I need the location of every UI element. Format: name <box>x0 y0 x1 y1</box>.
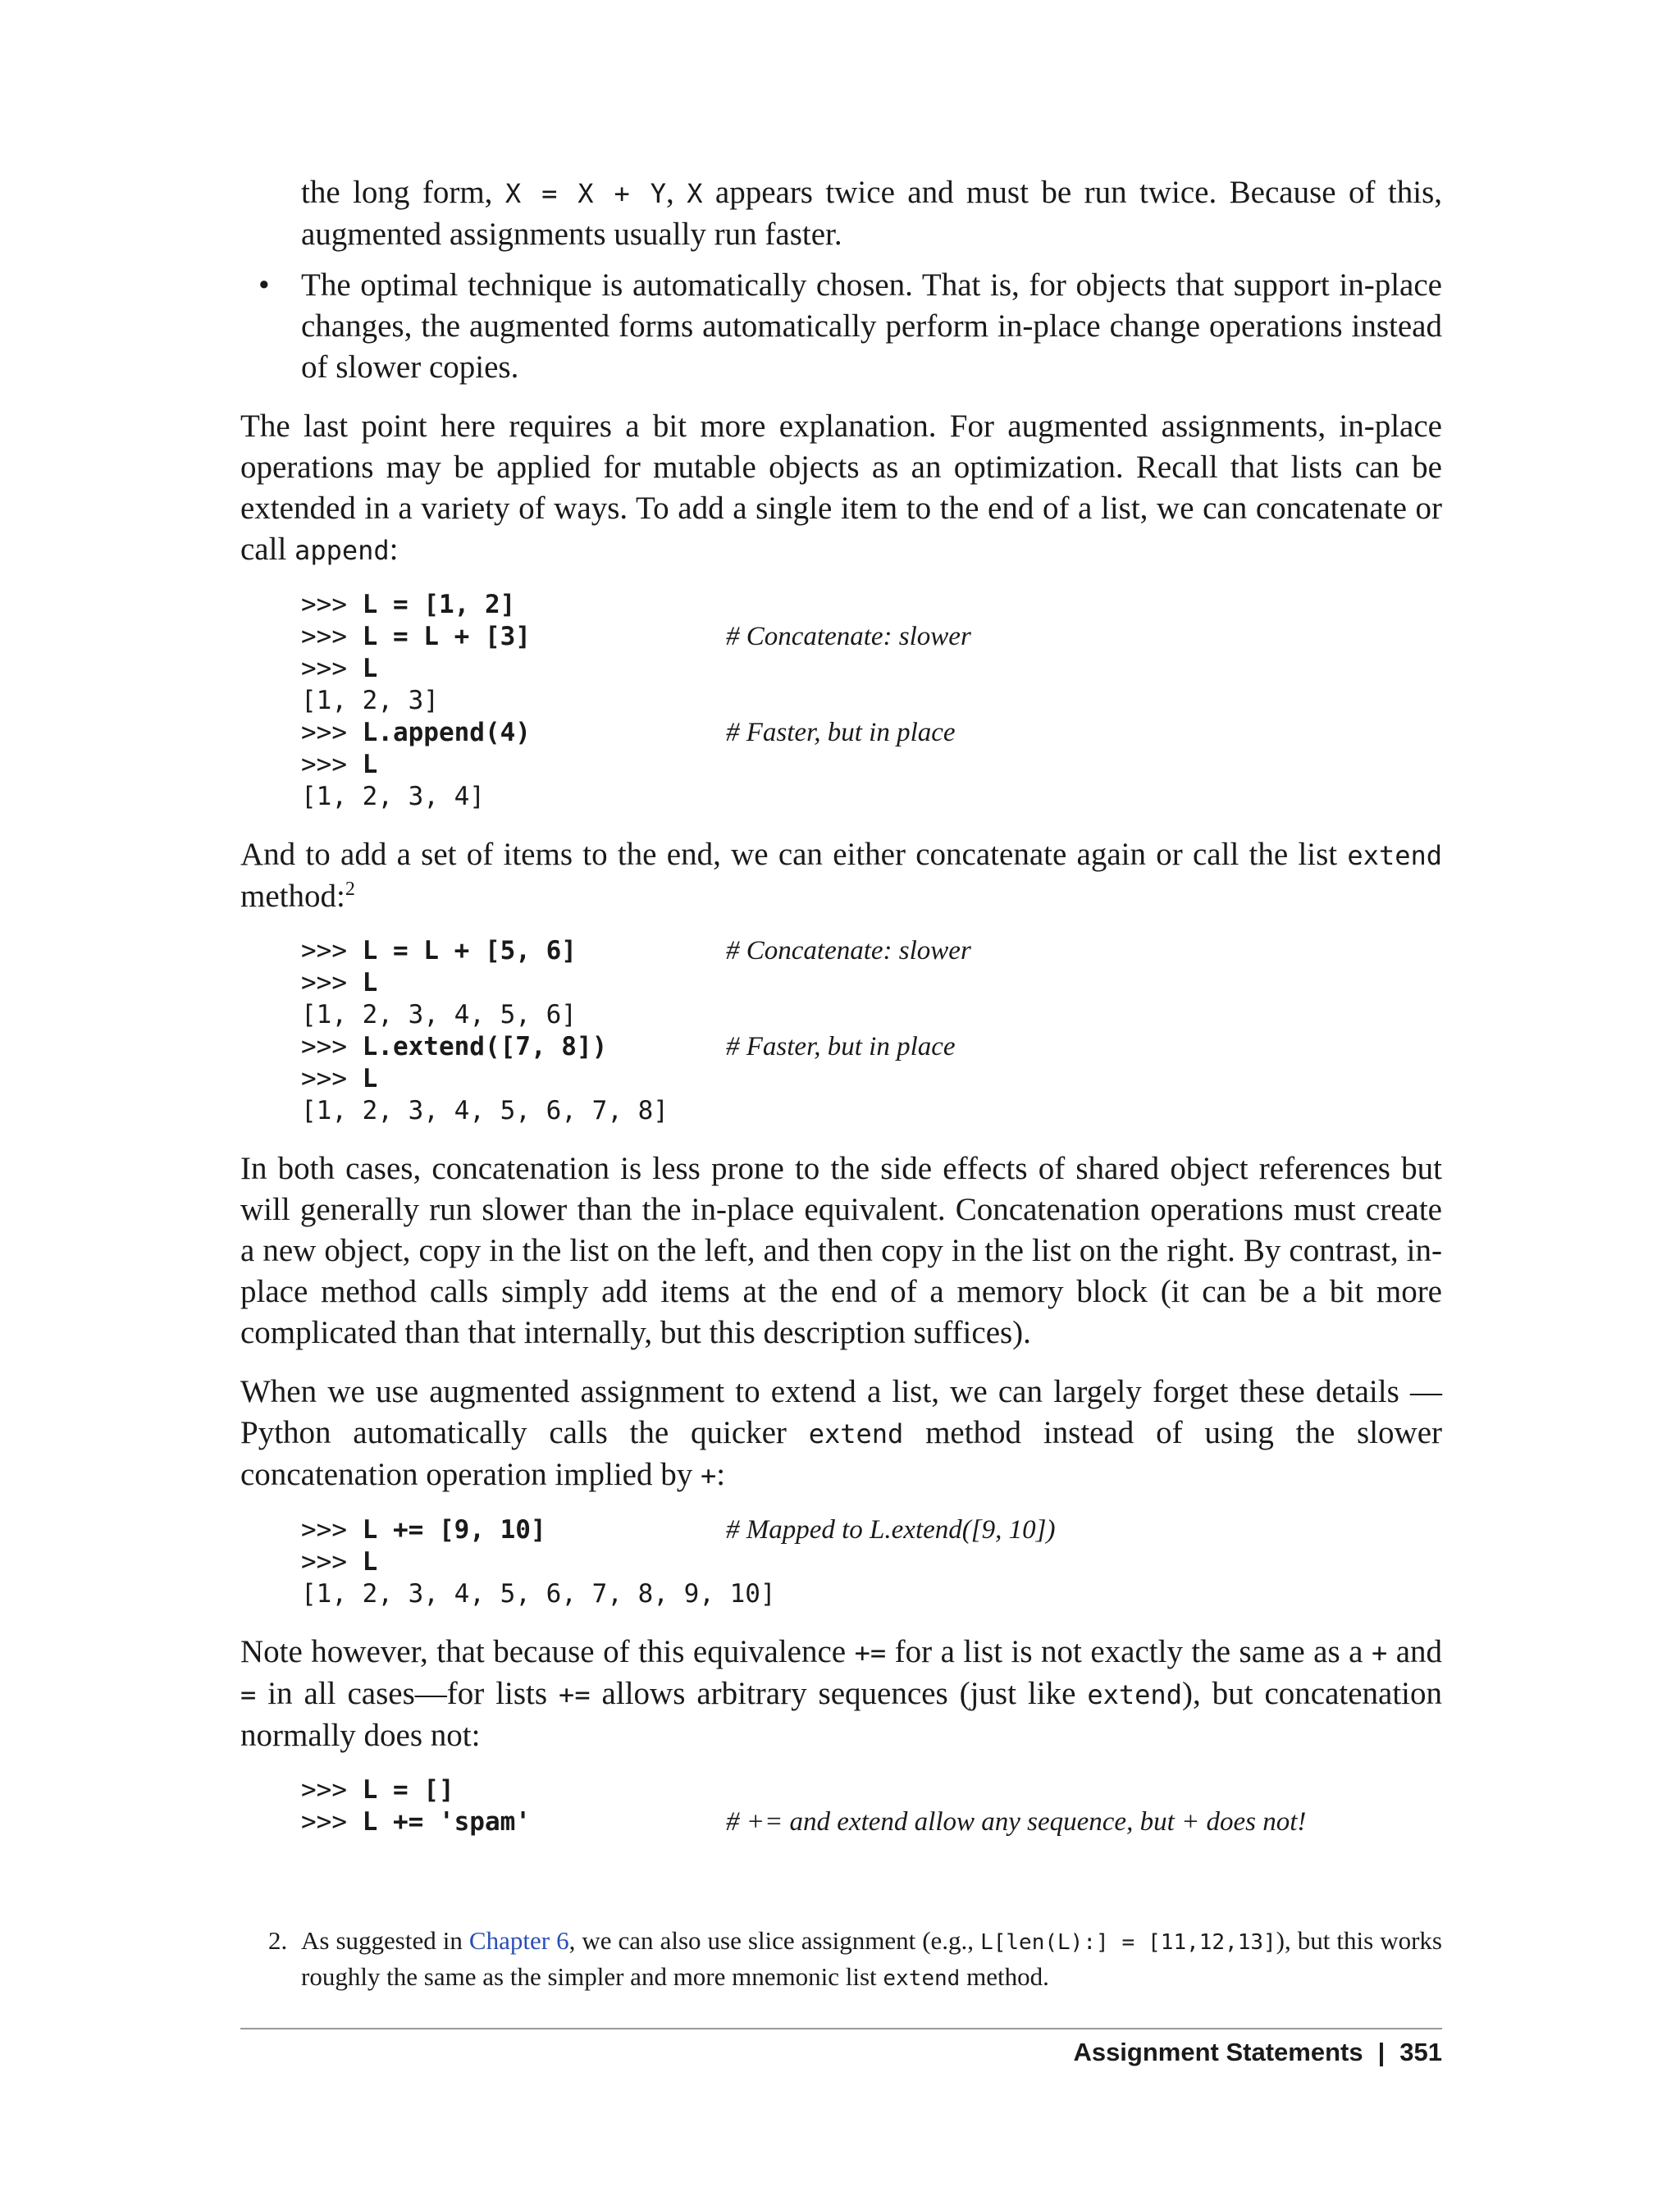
bullet-text: The optimal technique is automatically chosen. That is, for objects that support in-place changes, the augmented forms automatically perform in-place change operations instead of slower copies. <box>301 267 1442 385</box>
code-input-line <box>301 717 1442 749</box>
code-comment: # += and extend allow any sequence, but + does not! <box>726 1807 1307 1837</box>
prompt: >>> <box>301 1064 363 1093</box>
text: : <box>716 1457 726 1492</box>
inline-code: extend <box>883 1966 961 1991</box>
code-output: [1, 2, 3, 4, 5, 6] <box>301 1000 577 1029</box>
code-command: L += [9, 10] <box>362 1515 546 1545</box>
text: In both cases, concatenation is less prone to the side effects of shared object references but will generally run slower than the in-place equivalent. Concatenation operations must create a new object, copy in the list on the left, and then copy in the list on the right. By contrast, in-place method calls simply add items at the end of a memory block (it can be a bit more complicated than that internally, but this description suffices). <box>240 1151 1442 1350</box>
code-command: L = L + [3] <box>362 622 531 651</box>
code-input-line <box>301 1806 1442 1838</box>
prompt: >>> <box>301 1547 363 1577</box>
code-input-line <box>301 621 1442 653</box>
code-command: L <box>362 968 378 998</box>
inline-code: + <box>701 1460 717 1491</box>
code-output-line <box>301 1095 1442 1127</box>
text: , we can also use slice assignment (e.g., <box>568 1926 975 1955</box>
text: : <box>389 532 399 567</box>
text: And to add a set of items to the end, we can either concatenate again or call the list <box>240 837 1338 872</box>
code-comment: # Concatenate: slower <box>726 622 971 651</box>
inline-code: += <box>559 1679 591 1710</box>
code-output-line <box>301 1578 1442 1610</box>
prompt: >>> <box>301 936 363 966</box>
text: ), but this works roughly the same as the simpler and more mnemonic list <box>301 1926 1442 1991</box>
footnote-number: 2. <box>268 1926 288 1955</box>
text: method: <box>240 879 345 914</box>
code-command: L = [1, 2] <box>362 590 516 619</box>
code-input-line <box>301 1546 1442 1578</box>
prompt: >>> <box>301 654 363 683</box>
text: method. <box>966 1962 1049 1991</box>
inline-code: append <box>294 535 390 566</box>
text: the long form, <box>301 175 493 210</box>
chapter-link[interactable]: Chapter 6 <box>468 1926 569 1955</box>
prompt: >>> <box>301 1515 363 1545</box>
text: ), but concatenation normally does not: <box>240 1676 1443 1753</box>
paragraph <box>240 1372 1442 1496</box>
code-input-line <box>301 1774 1442 1806</box>
bullet-item <box>240 265 1442 388</box>
code-output-line <box>301 781 1442 813</box>
text: Note however, that because of this equivalence <box>240 1634 847 1669</box>
code-command: L <box>362 1064 378 1093</box>
bullet-icon: • <box>258 267 270 303</box>
text: for a list is not exactly the same as a <box>894 1634 1363 1669</box>
code-input-line <box>301 589 1442 621</box>
inline-code: += <box>854 1637 887 1669</box>
inline-code: X <box>687 178 703 209</box>
code-output: [1, 2, 3, 4, 5, 6, 7, 8, 9, 10] <box>301 1579 776 1609</box>
code-command: L = L + [5, 6] <box>362 936 577 966</box>
text: The last point here requires a bit more explanation. For augmented assignments, in-place operations may be applied for mutable objects as an optimization. Recall that lists can be extended in a variety of ways. To add a single item to the end of a list, we can concatenate or call <box>240 409 1442 567</box>
code-block <box>301 1774 1442 1838</box>
footnote-ref[interactable]: 2 <box>345 879 355 900</box>
code-output: [1, 2, 3, 4] <box>301 782 485 811</box>
text: allows arbitrary sequences (just like <box>601 1676 1076 1711</box>
code-input-line <box>301 1031 1442 1063</box>
code-block <box>301 935 1442 1127</box>
code-input-line <box>301 749 1442 781</box>
footer-rule <box>240 2028 1442 2029</box>
bullet-continuation <box>240 172 1442 255</box>
code-command: L.append(4) <box>362 718 531 747</box>
prompt: >>> <box>301 750 363 779</box>
code-output: [1, 2, 3] <box>301 686 439 715</box>
code-command: L <box>362 750 378 779</box>
code-output: [1, 2, 3, 4, 5, 6, 7, 8] <box>301 1096 669 1125</box>
inline-code: extend <box>808 1418 904 1449</box>
page-footer <box>1073 2038 1442 2067</box>
section-title: Assignment Statements <box>1073 2038 1363 2066</box>
code-block <box>301 1514 1442 1610</box>
code-command: L <box>362 654 378 683</box>
code-command: L <box>362 1547 378 1577</box>
prompt: >>> <box>301 590 363 619</box>
code-input-line <box>301 935 1442 967</box>
code-input-line <box>301 1063 1442 1095</box>
inline-code: = <box>240 1679 257 1710</box>
code-input-line <box>301 1514 1442 1546</box>
page-body <box>240 172 1442 1996</box>
inline-code: L[len(L):] = [11,12,13] <box>980 1930 1276 1955</box>
code-command: L = [] <box>362 1775 454 1805</box>
code-input-line <box>301 967 1442 999</box>
code-comment: # Faster, but in place <box>726 718 956 747</box>
inline-code: + <box>1371 1637 1388 1669</box>
text: , <box>666 175 674 210</box>
prompt: >>> <box>301 1775 363 1805</box>
text: in all cases—for lists <box>267 1676 548 1711</box>
text: method instead of using the slower concatenation operation implied by <box>240 1415 1443 1492</box>
footnote <box>240 1924 1442 1996</box>
prompt: >>> <box>301 718 363 747</box>
code-comment: # Mapped to L.extend([9, 10]) <box>726 1515 1056 1545</box>
text: When we use augmented assignment to extend a list, we can largely forget these details —Python automatically calls the quicker <box>240 1374 1442 1450</box>
prompt: >>> <box>301 968 363 998</box>
inline-code: X = X + Y <box>504 178 666 209</box>
code-block <box>301 589 1442 813</box>
separator: | <box>1377 2038 1386 2066</box>
prompt: >>> <box>301 1807 363 1837</box>
paragraph <box>240 834 1442 917</box>
paragraph <box>240 406 1442 571</box>
paragraph <box>240 1148 1442 1354</box>
text: appears twice and must be run twice. Because of this, augmented assignments usually run faster. <box>301 175 1443 252</box>
code-command: L.extend([7, 8]) <box>362 1032 608 1061</box>
code-comment: # Concatenate: slower <box>726 936 971 966</box>
inline-code: extend <box>1347 840 1442 871</box>
code-input-line <box>301 653 1442 685</box>
code-output-line <box>301 685 1442 717</box>
page-number: 351 <box>1399 2038 1442 2066</box>
prompt: >>> <box>301 1032 363 1061</box>
code-comment: # Faster, but in place <box>726 1032 956 1061</box>
text: and <box>1395 1634 1443 1669</box>
code-output-line <box>301 999 1442 1031</box>
code-command: L += 'spam' <box>362 1807 531 1837</box>
inline-code: extend <box>1087 1679 1182 1710</box>
paragraph <box>240 1632 1442 1756</box>
text: As suggested in <box>301 1926 463 1955</box>
prompt: >>> <box>301 622 363 651</box>
